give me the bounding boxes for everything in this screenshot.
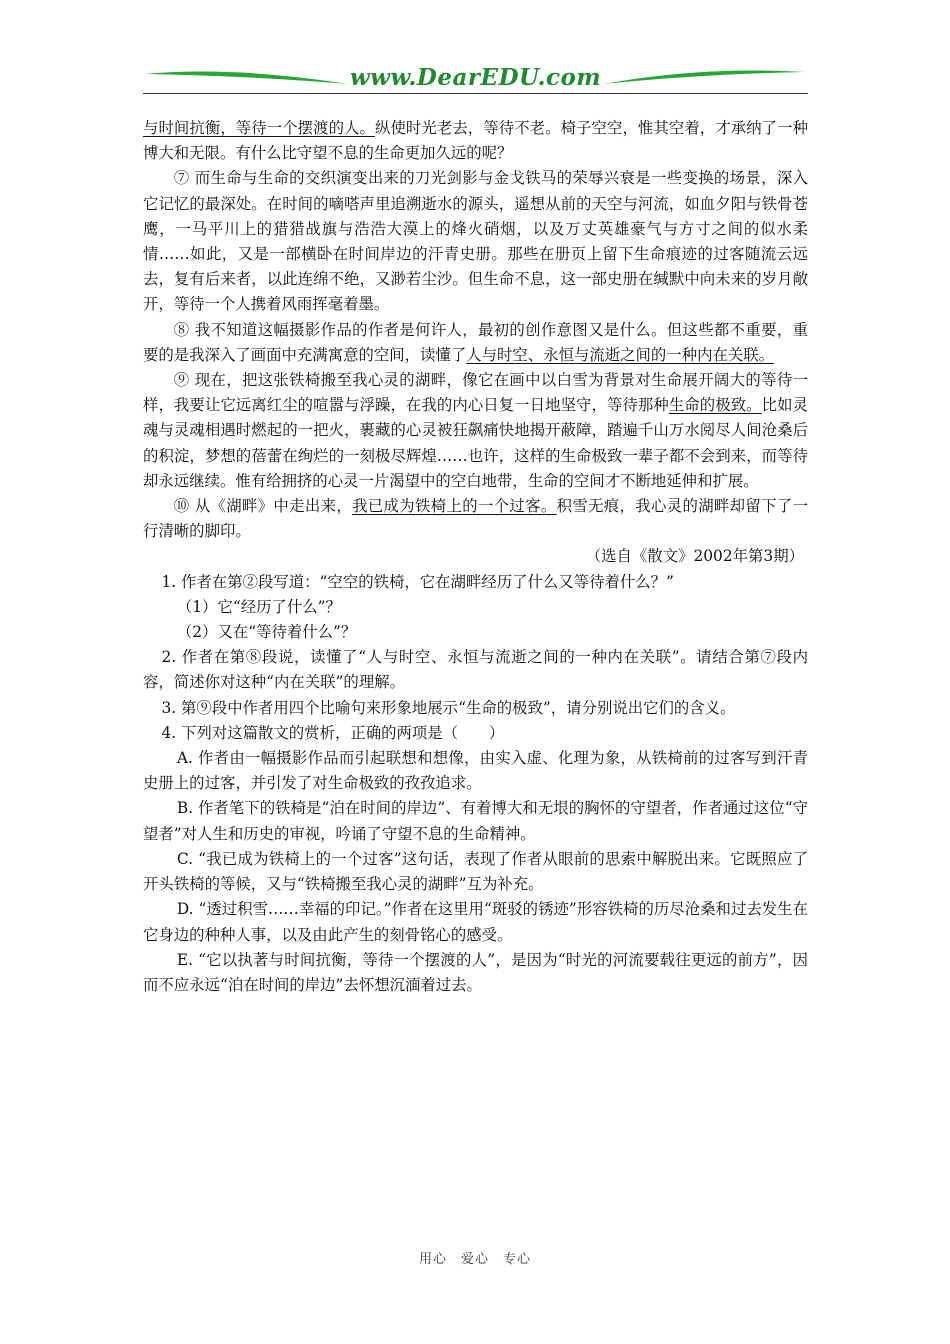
paragraph-7: ⑦ 而生命与生命的交织演变出来的刀光剑影与金戈铁马的荣辱兴衰是一些变换的场景，深入它记忆的最深处。在时间的嘀嗒声里追溯逝水的源头，遥想从前的天空与河流，如血夕阳与铁骨苍鹰，一马平川上的猎猎战旗与浩浩大漠上的烽火硝烟，以及万丈英雄豪气与方寸之间的似水柔情……如此，又是一部横卧在时间岸边的汗青史册。那些在册页上留下生命痕迹的过客随流云远去，复有后来者，以此连绵不绝，又渺若尘沙。但生命不息，这一部史册在缄默中向未来的岁月敞开，等待一个人携着风雨挥毫着墨。 (143, 169, 808, 314)
text-run: 纵使时光老去，等待不老。椅子空空，惟其空着，才承纳了一种博大和无限。有什么比守望不息的生命更加久远的呢？ (143, 119, 808, 163)
paragraph-1 (143, 116, 808, 166)
header-rule (143, 93, 808, 94)
underlined-phrase: 人与时空、永恒与流逝之间的一种内在关联。 (466, 345, 775, 364)
question-1-part-2: （2）又在“等待着什么”？ (176, 623, 357, 642)
option-a: A. 作者由一幅摄影作品而引起联想和想像，由实入虚、化理为象，从铁椅前的过客写到汗青史册上的过客，并引发了对生命极致的孜孜追求。 (143, 749, 808, 793)
article-body (143, 116, 808, 998)
option-c: C. “我已成为铁椅上的一个过客”这句话，表现了作者从眼前的思索中解脱出来。它既照应了开头铁椅的等候，又与“铁椅搬至我心灵的湖畔”互为补充。 (143, 849, 808, 894)
question-2: 2. 作者在第⑧段说，读懂了“人与时空、永恒与流逝之间的一种内在关联”。请结合第⑦段内容，简述你对这种“内在关联”的理解。 (143, 648, 808, 692)
site-logo[interactable]: www.DearEDU.com (349, 64, 602, 91)
paragraph-10 (143, 494, 808, 544)
text-run: ⑩ 从《湖畔》中走出来， (173, 497, 353, 516)
paragraph-8 (143, 318, 808, 368)
text-run: ⑧ 我不知道这幅摄影作品的作者是何许人，最初的创作意图又是什么。但这些都不重要，重要的是我深入了画面中充满寓意的空间，读懂了 (143, 320, 808, 364)
question-4: 4. 下列对这篇散文的赏析，正确的两项是（ ） (161, 723, 505, 742)
underlined-phrase: 我已成为铁椅上的一个过客。 (352, 497, 557, 516)
underlined-phrase: 与时间抗衡，等待一个摆渡的人。 (143, 119, 375, 137)
underlined-phrase: 生命的极致。 (668, 396, 762, 415)
page-header (143, 62, 808, 96)
option-b: B. 作者笔下的铁椅是“泊在时间的岸边”、有着博大和无垠的胸怀的守望者，作者通过这位“守望者”对人生和历史的审视，吟诵了守望不息的生命精神。 (143, 799, 808, 843)
page-footer: 用心 爱心 专心 (418, 1252, 531, 1267)
question-3: 3. 第⑨段中作者用四个比喻句来形象地展示“生命的极致”，请分别说出它们的含义。 (161, 698, 736, 717)
text-run: 积雪无痕，我心灵的湖畔却留下了一行清晰的脚印。 (143, 497, 808, 541)
question-1: 1. 作者在第②段写道：“空空的铁椅，它在湖畔经历了什么又等待着什么？” (161, 572, 674, 591)
text-run: 比如灵魂与灵魂相遇时燃起的一把火，裹藏的心灵被狂飙痛快地揭开蔽障，踏遍千山万水阅尽人间沧桑后的积淀，梦想的蓓蕾在绚烂的一刻极尽辉煌……也许，这样的生命极致一辈子都不会到来，而等待却永远继续。惟有给拥挤的心灵一片渴望中的空白地带，生命的空间才不断地延伸和扩展。 (143, 396, 808, 490)
option-e: E. “它以执著与时间抗衡，等待一个摆渡的人”，是因为“时光的河流要载往更远的前方”，因而不应永远“泊在时间的岸边”去怀想沉湎着过去。 (143, 950, 808, 994)
question-1-part-1: （1）它“经历了什么”？ (176, 597, 341, 616)
source-citation: （选自《散文》2002年第3期） (585, 547, 804, 566)
text-run: ⑨ 现在，把这张铁椅搬至我心灵的湖畔，像它在画中以白雪为背景对生命展开阔大的等待一样，我要让它远离红尘的喧嚣与浮躁，在我的内心日复一日地坚守，等待那种 (143, 371, 808, 415)
paragraph-9 (143, 368, 808, 494)
option-d: D. “透过积雪……幸福的印记。”作者在这里用“斑驳的锈迹”形容铁椅的历尽沧桑和过去发生在它身边的种种人事，以及由此产生的刻骨铭心的感受。 (143, 900, 808, 944)
